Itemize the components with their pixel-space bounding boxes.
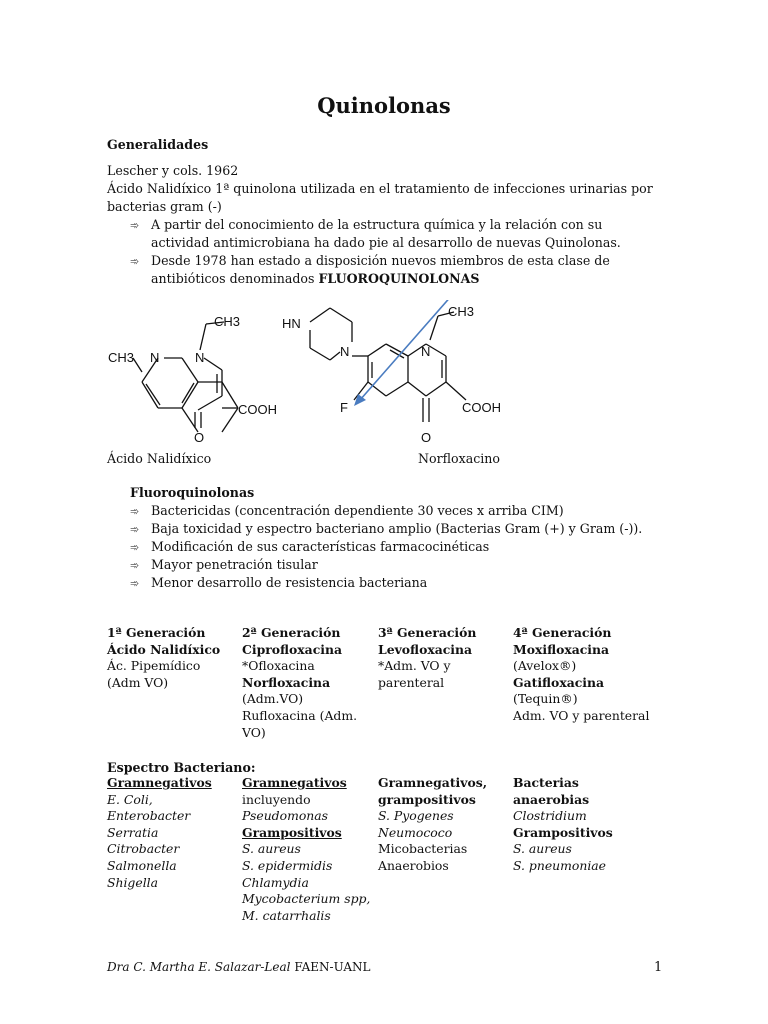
bullet-icon: ➾	[130, 523, 140, 536]
norf-cooh-label: COOH	[462, 400, 501, 415]
column-item: Grampositivos	[242, 824, 342, 840]
column-item: Anaerobios	[378, 857, 449, 873]
norf-hn-label: HN	[282, 316, 301, 331]
column-item: Bacterias	[513, 775, 579, 790]
column-item: Moxifloxacina	[513, 641, 610, 657]
column-header: 3ª Generación	[378, 625, 477, 640]
column-item: Ác. Pipemídico	[107, 658, 201, 674]
column-item: Norfloxacina	[242, 674, 331, 690]
bullet-icon: ➾	[130, 541, 140, 554]
column-item: Chlamydia	[242, 874, 309, 890]
generation-column	[107, 625, 220, 691]
generation-column	[242, 625, 357, 741]
norf-o-label: O	[421, 430, 432, 445]
bullet-2-line-1: Desde 1978 han estado a disposición nuevos miembros de esta clase de	[151, 253, 610, 268]
column-item: Neumococo	[378, 824, 453, 840]
espectro-column	[513, 775, 613, 875]
column-item: VO)	[242, 724, 266, 740]
column-item: Clostridium	[513, 808, 587, 824]
fluoro-bullet-item: Mayor penetración tisular	[151, 557, 318, 572]
column-item: (Adm.VO)	[242, 691, 304, 707]
column-item: S. aureus	[242, 841, 301, 857]
bullet-icon: ➾	[130, 577, 140, 590]
bullet-icon: ➾	[130, 505, 140, 518]
bullet-1-line-1: A partir del conocimiento de la estructura química y la relación con su	[151, 217, 603, 232]
espectro-column	[107, 775, 212, 891]
column-item: Levofloxacina	[378, 641, 473, 657]
generation-column	[513, 625, 649, 725]
column-header: 2ª Generación	[242, 625, 341, 640]
column-item: Rufloxacina (Adm.	[242, 707, 358, 723]
bullet-1-line-2: actividad antimicrobiana ha dado pie al desarrollo de nuevas Quinolonas.	[151, 235, 621, 250]
column-item: parenteral	[378, 674, 445, 690]
norf-ch3-label: CH3	[448, 304, 475, 319]
column-item: S. aureus	[513, 841, 572, 857]
column-item: Citrobacter	[107, 841, 180, 857]
nalidixic-caption: Ácido Nalidíxico	[107, 451, 212, 466]
norfloxacin-caption: Norfloxacino	[418, 451, 500, 466]
nal-cooh-label: COOH	[238, 402, 277, 417]
norf-n-ring-label: N	[421, 344, 431, 359]
column-item: E. Coli,	[107, 791, 153, 807]
bullet-icon: ➾	[130, 219, 140, 232]
column-item: Salmonella	[107, 857, 177, 873]
column-item: Adm. VO y parenteral	[513, 707, 650, 723]
column-item: Grampositivos	[513, 824, 613, 840]
nal-ch3-left-label: CH3	[108, 350, 135, 365]
bullet-icon: ➾	[130, 559, 140, 572]
generation-column	[378, 625, 476, 691]
column-item: grampositivos	[378, 791, 476, 807]
column-item: Shigella	[107, 874, 159, 890]
footer-author: Dra C. Martha E. Salazar-Leal	[107, 960, 291, 974]
column-item: Ciprofloxacina	[242, 641, 343, 657]
column-item: M. catarrhalis	[242, 907, 331, 923]
column-item: Gatifloxacina	[513, 674, 605, 690]
espectro-heading: Espectro Bacteriano:	[107, 760, 256, 775]
column-item: (Tequin®)	[513, 691, 578, 707]
fluoro-bullet-item: Bactericidas (concentración dependiente 30 veces x arriba CIM)	[151, 503, 564, 518]
fluoro-bullet-item: Modificación de sus características farmacocinéticas	[151, 539, 490, 554]
column-item: Ácido Nalidíxico	[107, 641, 221, 657]
column-item: (Adm VO)	[107, 674, 169, 690]
norf-f-label: F	[340, 400, 348, 415]
footer-org: FAEN-UANL	[290, 960, 371, 974]
column-item: Gramnegativos	[107, 775, 212, 790]
nalidixic-acid-structure	[100, 300, 290, 450]
column-item: S. pneumoniae	[513, 857, 607, 873]
fluoro-heading: Fluoroquinolonas	[130, 485, 255, 500]
fluoro-bullet-item: Menor desarrollo de resistencia bacteriana	[151, 575, 428, 590]
bullet-icon: ➾	[130, 255, 140, 268]
column-item: *Adm. VO y	[378, 658, 451, 674]
column-item: incluyendo	[242, 791, 311, 807]
generalidades-line-2: Ácido Nalidíxico 1ª quinolona utilizada en el tratamiento de infecciones urinarias por	[107, 181, 653, 196]
bullet-2-text: antibióticos denominados	[151, 271, 319, 286]
column-header: 1ª Generación	[107, 625, 206, 640]
nal-n2-label: N	[195, 350, 205, 365]
footer-author-line	[107, 960, 370, 974]
generalidades-line-3: bacterias gram (-)	[107, 199, 222, 214]
nal-ch3-top-label: CH3	[214, 314, 241, 329]
column-item: Pseudomonas	[242, 808, 329, 824]
column-item: Enterobacter	[107, 808, 191, 824]
fluoro-bullet-item: Baja toxicidad y espectro bacteriano amplio (Bacterias Gram (+) y Gram (-)).	[151, 521, 643, 536]
nal-n1-label: N	[150, 350, 160, 365]
column-item: Gramnegativos,	[378, 775, 488, 790]
column-item: Micobacterias	[378, 841, 468, 857]
fluoroquinolonas-term: FLUOROQUINOLONAS	[318, 271, 480, 286]
nal-o-label: O	[194, 430, 205, 445]
column-item: (Avelox®)	[513, 658, 577, 674]
espectro-column	[378, 775, 487, 875]
column-item: anaerobias	[513, 791, 590, 807]
column-item: S. Pyogenes	[378, 808, 454, 824]
column-item: Mycobacterium spp,	[242, 891, 371, 907]
column-item: S. epidermidis	[242, 857, 333, 873]
column-item: Gramnegativos	[242, 775, 347, 790]
column-item: Serratia	[107, 824, 159, 840]
bullet-2-line-2	[151, 270, 480, 287]
column-header: 4ª Generación	[513, 625, 612, 640]
norfloxacin-structure	[280, 300, 530, 450]
column-item: *Ofloxacina	[242, 658, 315, 674]
page-title: Quinolonas	[317, 93, 451, 118]
arrow-line	[360, 300, 460, 400]
generalidades-heading: Generalidades	[107, 137, 209, 152]
generalidades-line-1: Lescher y cols. 1962	[107, 163, 239, 178]
page-number: 1	[654, 960, 663, 975]
norf-n-pip-label: N	[340, 344, 350, 359]
espectro-column	[242, 775, 370, 924]
